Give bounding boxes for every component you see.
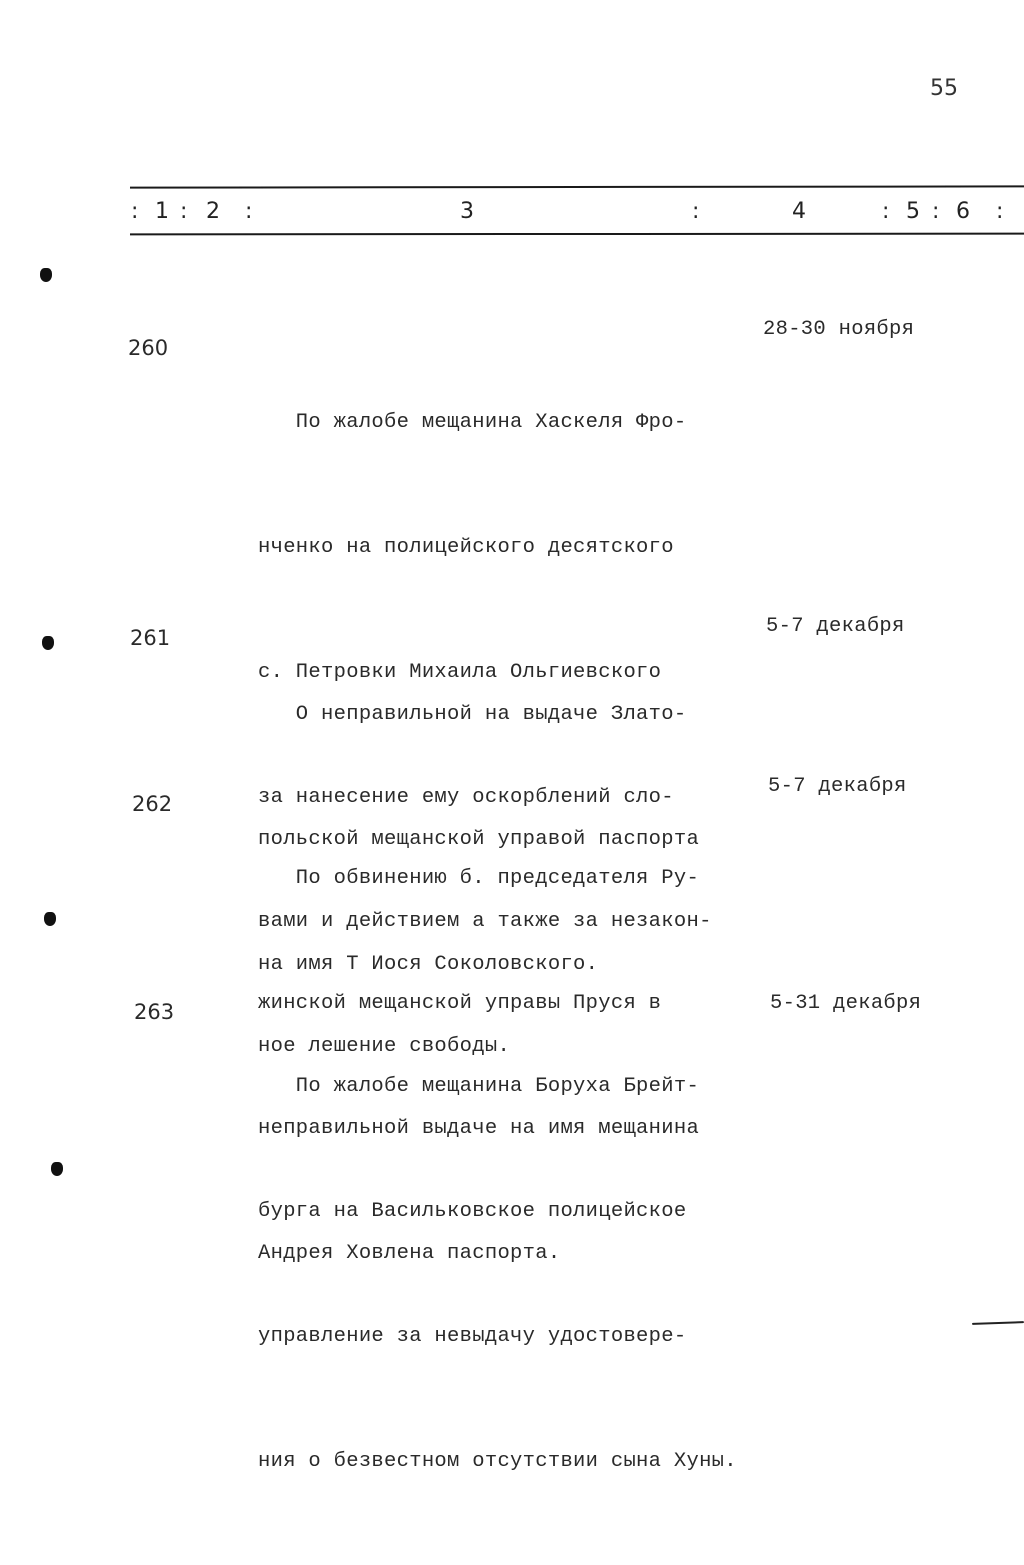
description-line: ния о безвестном отсутствии сына Хуны. [258,1449,737,1473]
column-separator: : [245,199,253,224]
description-line: неправильной выдаче на имя мещанина [258,1116,700,1140]
column-header-3: 3 [460,199,474,224]
description-line: По обвинению б. председателя Ру- [258,867,700,891]
page-number: 55 [930,76,958,101]
description-line: вами и действием а также за незакон- [258,910,712,934]
description-line: По жалобе мещанина Хаскеля Фро- [258,411,687,435]
entry-number: 261 [130,626,171,650]
entry-date: 28-30 ноября [763,318,915,341]
header-rule-top [130,185,1024,188]
entry-number: 260 [128,336,169,360]
description-line: Андрея Ховлена паспорта. [258,1241,561,1265]
column-header-6: 6 [956,199,970,224]
entry-number: 263 [134,1000,175,1024]
entry-description [258,983,778,1565]
column-separator: : [882,199,890,224]
punch-hole-mark [51,1162,63,1176]
punch-hole-mark [42,636,54,650]
column-header-1: 1 [155,199,169,224]
punch-hole-mark [40,268,52,282]
description-line: нченко на полицейского десятского [258,535,674,559]
column-separator: : [131,199,139,224]
column-separator: : [932,199,940,224]
column-separator: : [692,199,700,224]
entry-date: 5-7 декабря [766,615,905,638]
column-separator: : [996,199,1004,224]
entry-number: 262 [132,792,173,816]
description-line: ное лешение свободы. [258,1035,511,1059]
stray-pen-mark [972,1321,1024,1325]
header-rule-bottom [130,233,1024,236]
description-line: с. Петровки Михаила Ольгиевского [258,660,662,684]
description-line: за нанесение ему оскорблений сло- [258,785,674,809]
entry-date: 5-7 декабря [768,775,907,798]
description-line: на имя Т Иося Соколовского. [258,952,599,976]
description-line: жинской мещанской управы Пруся в [258,991,662,1015]
entry-date: 5-31 декабря [770,992,922,1015]
description-line: О неправильной на выдаче Злато- [258,703,687,727]
description-line: управление за невыдачу удостовере- [258,1324,687,1348]
description-line: По жалобе мещанина Боруха Брейт- [258,1075,700,1099]
column-separator: : [180,199,188,224]
column-header-4: 4 [792,199,806,224]
column-header-2: 2 [206,199,220,224]
punch-hole-mark [44,912,56,926]
description-line: польской мещанской управой паспорта [258,827,700,851]
description-line: бурга на Васильковское полицейское [258,1199,687,1223]
column-header-5: 5 [906,199,920,224]
